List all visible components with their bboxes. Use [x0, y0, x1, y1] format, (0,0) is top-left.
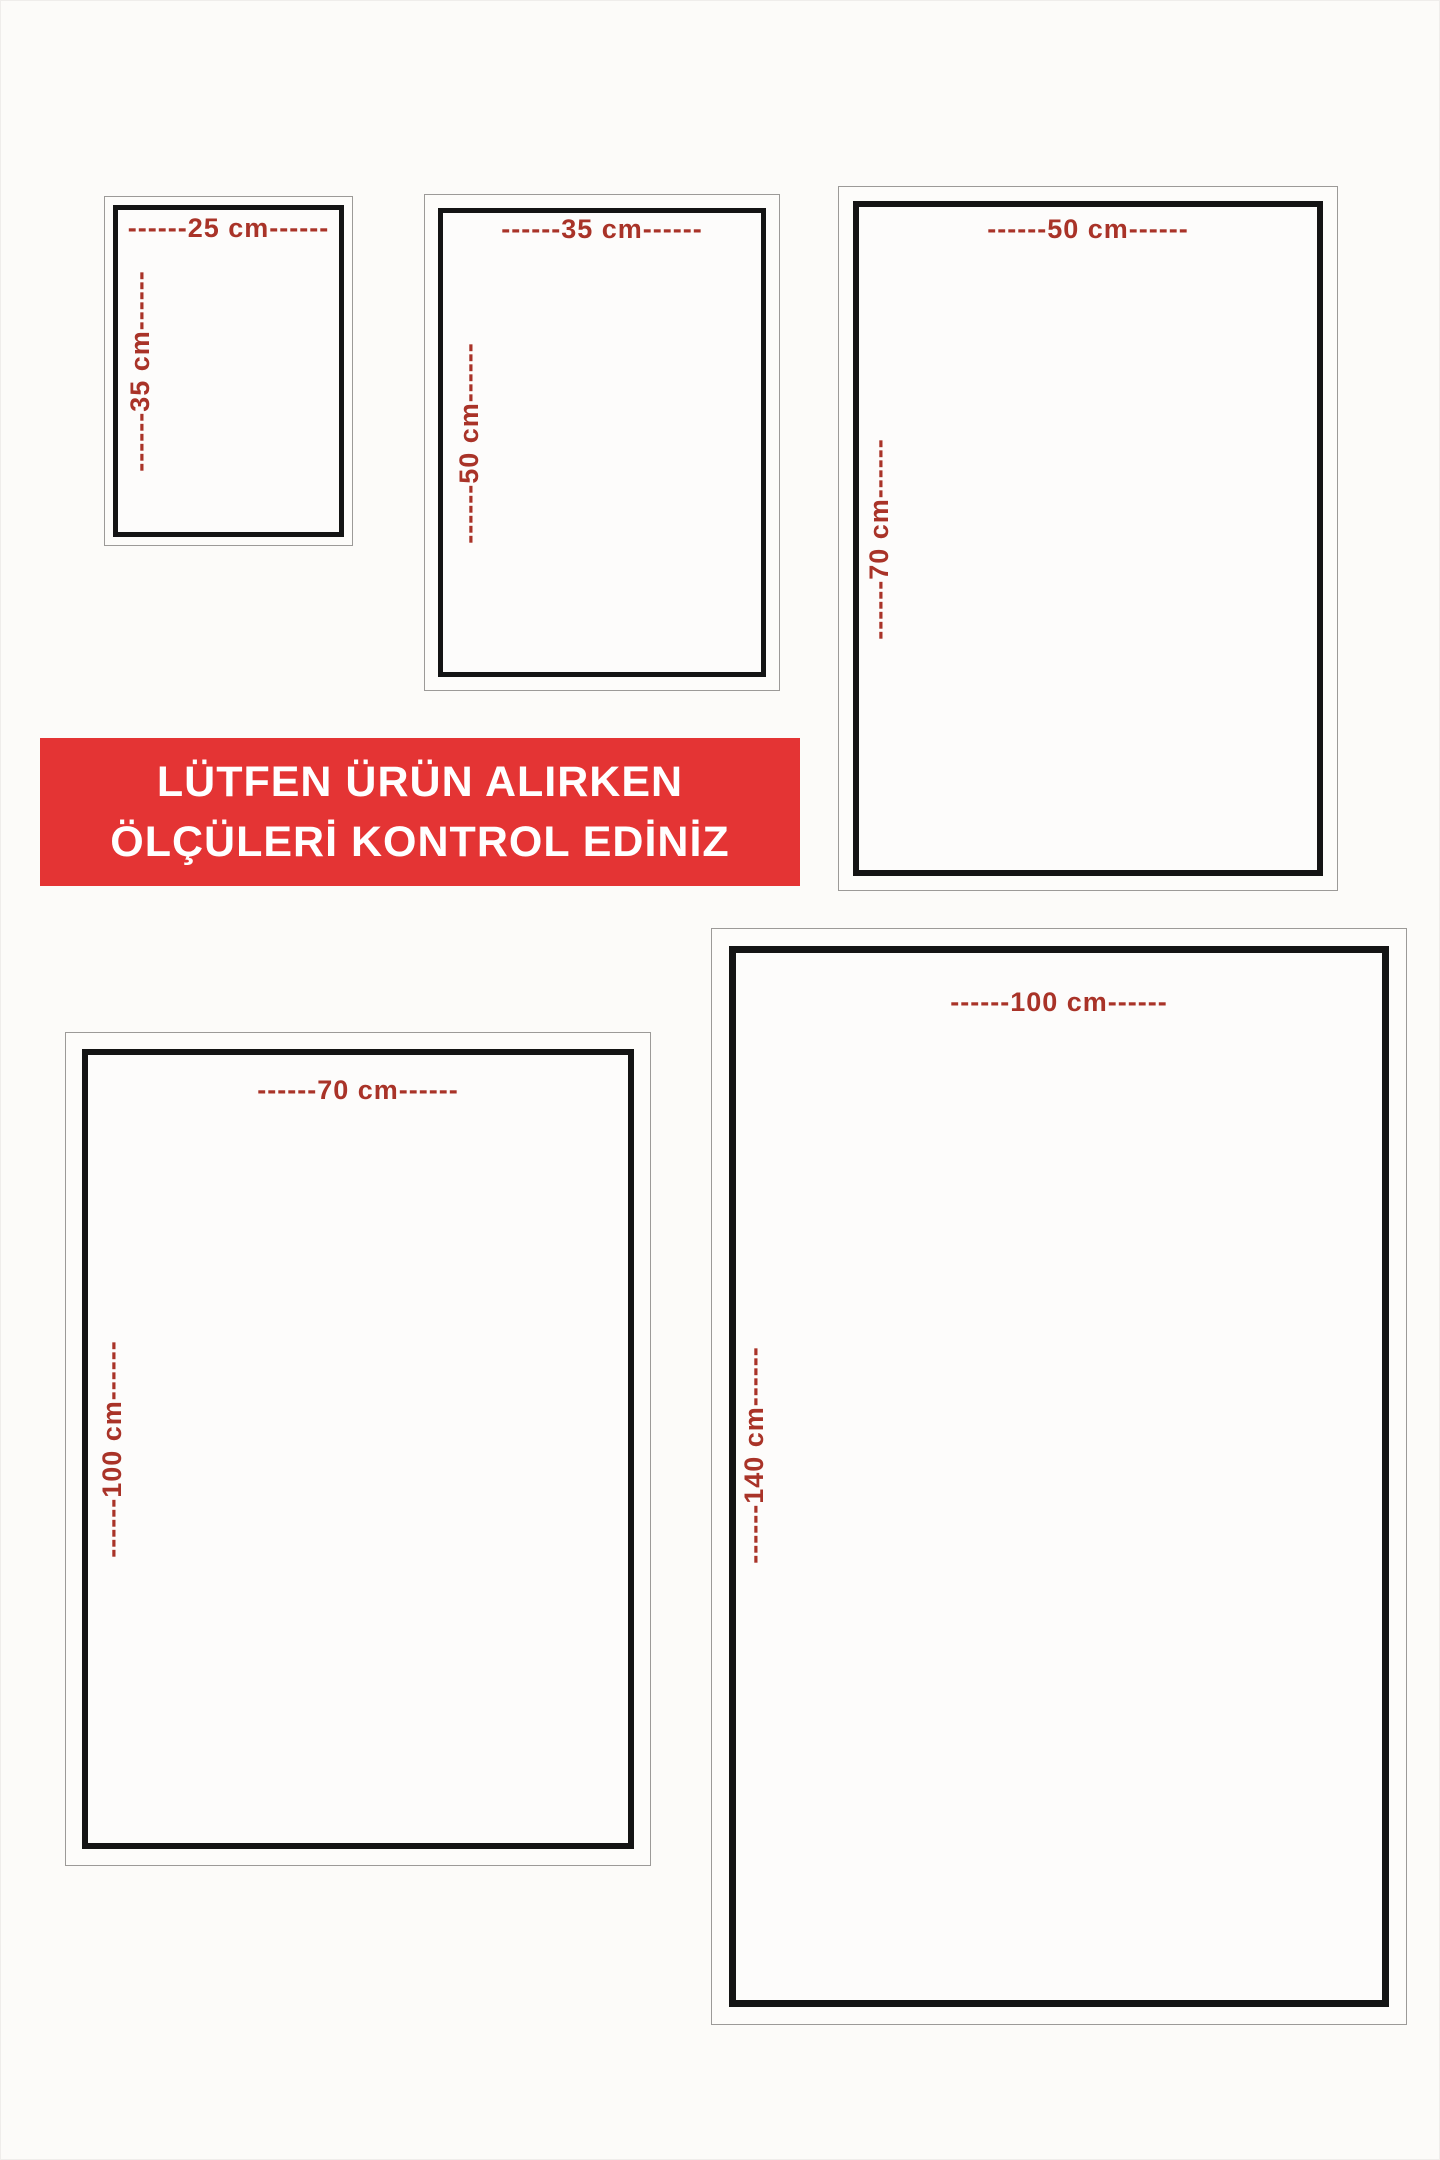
width-label: ------100 cm------: [950, 987, 1168, 1017]
size-box-25x35: [104, 196, 353, 546]
width-label: ------50 cm------: [987, 214, 1189, 244]
size-box-50x70: [838, 186, 1338, 891]
size-box-inner: [438, 208, 766, 677]
size-box-100x140: [711, 928, 1407, 2025]
size-box-70x100: [65, 1032, 651, 1866]
height-label: ------50 cm------: [454, 341, 484, 544]
warning-line-2: ÖLÇÜLERİ KONTROL EDİNİZ: [110, 818, 730, 866]
height-label: ------70 cm------: [864, 437, 894, 640]
height-label: ------100 cm------: [97, 1340, 127, 1558]
size-box-inner: [729, 946, 1389, 2007]
width-label: ------35 cm------: [501, 214, 703, 244]
width-label: ------70 cm------: [257, 1075, 459, 1105]
height-label: ------140 cm------: [739, 1345, 769, 1564]
width-label: ------25 cm------: [127, 213, 330, 243]
warning-banner: [40, 738, 800, 886]
size-box-35x50: [424, 194, 780, 691]
height-label: ------35 cm------: [125, 270, 155, 472]
size-box-inner: [853, 201, 1323, 876]
size-box-inner: [82, 1049, 634, 1849]
warning-line-1: LÜTFEN ÜRÜN ALIRKEN: [156, 758, 684, 806]
